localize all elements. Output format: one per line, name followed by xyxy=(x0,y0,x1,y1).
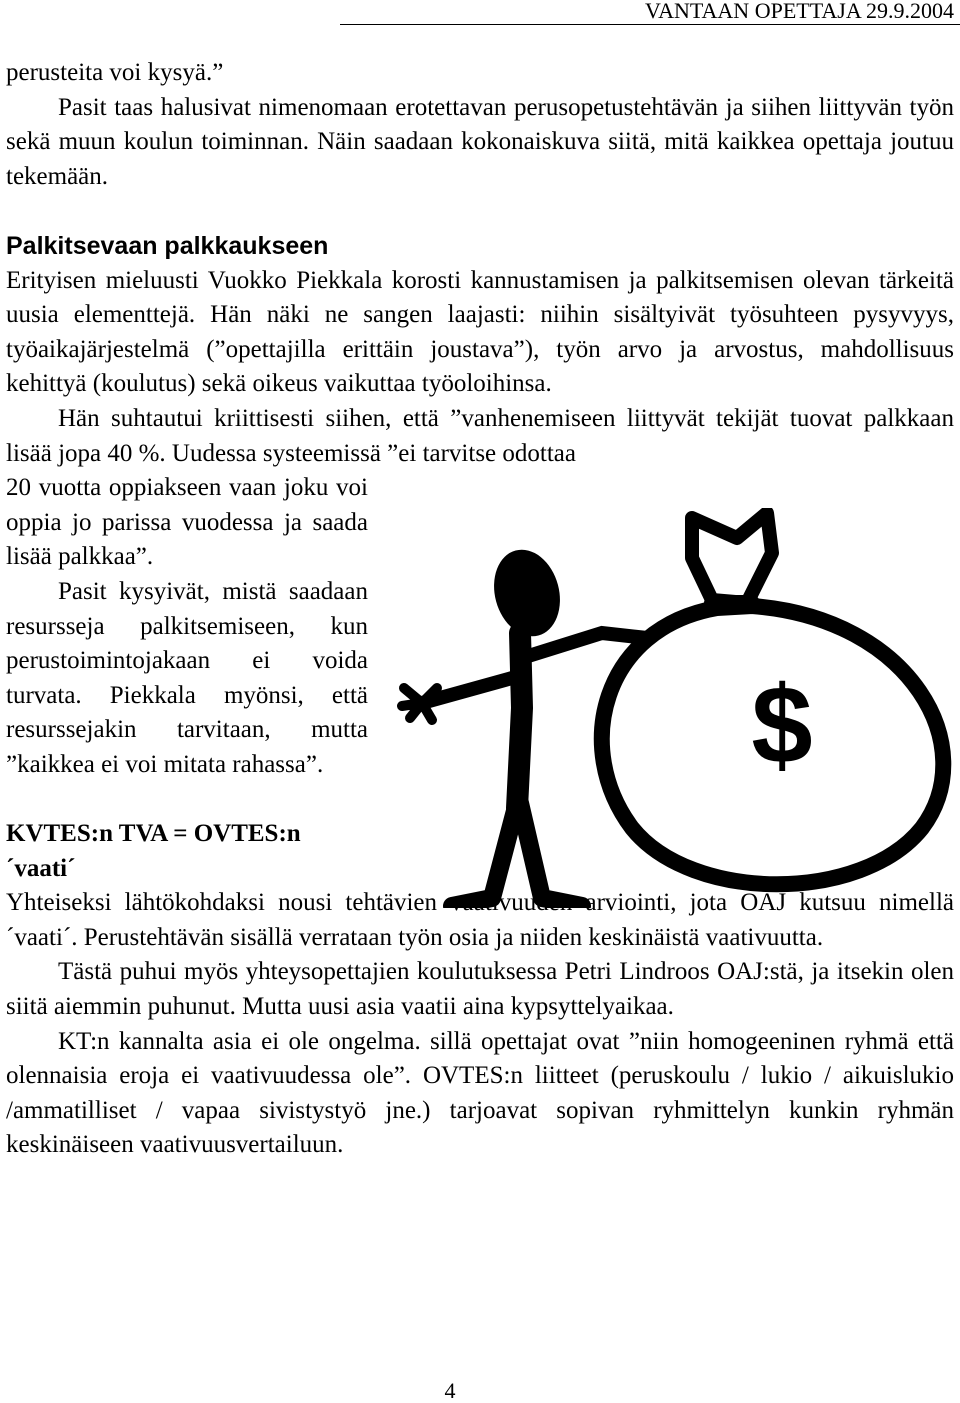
paragraph-1: perusteita voi kysyä.” xyxy=(6,59,224,86)
paragraph-5: 20 vuotta oppiakseen vaan joku voi oppia jo parissa vuodessa ja saada lisää palkkaa”. xyxy=(6,474,368,571)
paragraph-2: Pasit taas halusivat nimenomaan erotettavan perusopetustehtävän ja siihen liittyvän työn sekä muun koulun toiminnan. Näin saadaan kokonaiskuva siitä, mitä kaikkea opettaja joutuu tekemään. xyxy=(6,93,954,190)
paragraph-4: Hän suhtautui kriittisesti siihen, että ”vanhenemiseen liittyvät tekijät tuovat palkkaan lisää jopa 40 %. Uudessa systeemissä ”ei tarvitse odottaa xyxy=(6,404,954,467)
paragraph-9: KT:n kannalta asia ei ole ongelma. sillä opettajat ovat ”niin homogeeninen ryhmä että olennaisia eroja ei vaativuudessa ole”. OVTES:n liitteet (peruskoulu / lukio / aikuislukio /ammatilliset / vapaa sivistystyö jne.) tarjoavat sopivan ryhmittelyn kunkin ryhmän keskinäiseen vaativuusvertailuun. xyxy=(6,1027,954,1159)
paragraph-8: Tästä puhui myös yhteysopettajien koulutuksessa Petri Lindroos OAJ:stä, ja itsekin olen siitä aiemmin puhunut. Mutta uusi asia vaatii aina kypsyttelyaikaa. xyxy=(6,958,954,1021)
money-bag-stick-figure-icon xyxy=(392,508,960,908)
page-header xyxy=(340,0,960,25)
paragraph-6: Pasit kysyivät, mistä saadaan resursseja palkitsemiseen, kun perustoimintojakaan ei voida turvata. Piekkala myönsi, että resurssejakin tarvitaan, mutta ”kaikkea ei voi mitata rahassa”. xyxy=(6,577,368,778)
subheading-palkitsevaan: Palkitsevaan palkkaukseen xyxy=(6,231,329,260)
subheading-kvtes: KVTES:n TVA = OVTES:n ´vaati´ xyxy=(6,820,301,882)
paragraph-3: Erityisen mieluusti Vuokko Piekkala korosti kannustamisen ja palkitsemisen olevan tärkeitä uusia elementtejä. Hän näki ne sangen laajasti: niihin sisältyivät työsuhteen pysyvyys, työaikajärjestelmä (”opettajilla erittäin joustava”), työn arvo ja arvostus, mahdollisuus kehittyä (koulutus) sekä oikeus vaikuttaa työoloihinsa. xyxy=(6,266,954,398)
paragraph-7: Yhteiseksi lähtökohdaksi nousi tehtävien vaativuuden arviointi, jota OAJ kutsuu nimellä ´vaati´. Perustehtävän sisällä verrataan työn osia ja niiden keskinäistä vaativuutta. xyxy=(6,889,954,951)
page-number: 4 xyxy=(444,1378,456,1403)
header-publication: VANTAAN OPETTAJA 29.9.2004 xyxy=(645,0,954,23)
dollar-sign: $ xyxy=(751,664,813,787)
